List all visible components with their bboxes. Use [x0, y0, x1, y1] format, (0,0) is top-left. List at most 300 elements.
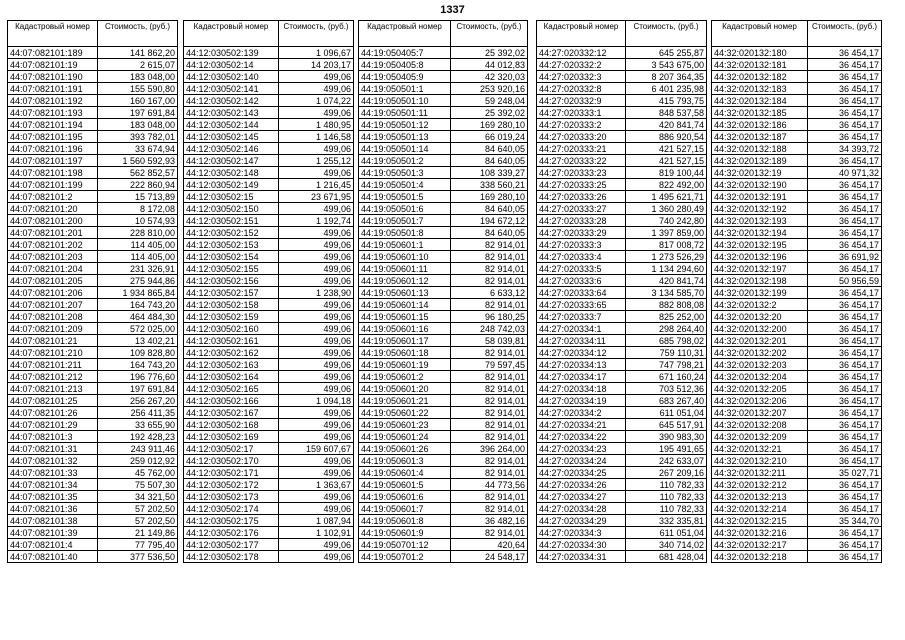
- cost-cell: 825 252,00: [626, 311, 707, 323]
- table-row: [537, 275, 707, 287]
- cadastral-number-cell: 44:19:050701:2: [359, 551, 451, 563]
- table-row: [537, 395, 707, 407]
- table-row: [537, 251, 707, 263]
- cadastral-number-cell: 44:07:082101:2: [8, 191, 98, 203]
- cadastral-number-cell: 44:19:050501:1: [359, 83, 451, 95]
- cadastral-number-cell: 44:32:020132:214: [712, 503, 808, 515]
- cost-cell: 2 615,07: [98, 59, 178, 71]
- table-row: [359, 419, 528, 431]
- table-row: [359, 539, 528, 551]
- cadastral-number-cell: 44:07:082101:199: [8, 179, 98, 191]
- cost-cell: 420 841,74: [626, 275, 707, 287]
- cadastral-number-cell: 44:19:050501:4: [359, 179, 451, 191]
- table-row: [712, 467, 882, 479]
- table-row: [537, 191, 707, 203]
- cost-cell: 1 495 621,71: [626, 191, 707, 203]
- cadastral-number-cell: 44:12:030502:178: [184, 551, 279, 563]
- table-row: [712, 71, 882, 83]
- table-row: [712, 83, 882, 95]
- cadastral-number-cell: 44:19:050601:18: [359, 347, 451, 359]
- cadastral-number-cell: 44:27:020334:28: [537, 503, 626, 515]
- table-row: [8, 419, 178, 431]
- cadastral-number-cell: 44:07:082101:206: [8, 287, 98, 299]
- cost-cell: 82 914,01: [451, 383, 528, 395]
- cadastral-number-cell: 44:12:030502:142: [184, 95, 279, 107]
- table-row: [712, 275, 882, 287]
- cadastral-number-cell: 44:27:020334:11: [537, 335, 626, 347]
- cost-cell: 499,06: [279, 347, 354, 359]
- cost-cell: 159 607,67: [279, 443, 354, 455]
- cost-cell: 36 454,17: [808, 395, 882, 407]
- cost-cell: 25 392,02: [451, 47, 528, 59]
- table-row: [8, 203, 178, 215]
- table-row: [359, 131, 528, 143]
- table-row: [8, 95, 178, 107]
- cadastral-number-cell: 44:07:082101:32: [8, 455, 98, 467]
- cadastral-number-cell: 44:12:030502:150: [184, 203, 279, 215]
- cadastral-number-cell: 44:19:050501:12: [359, 119, 451, 131]
- cost-cell: 499,06: [279, 359, 354, 371]
- cadastral-number-cell: 44:32:020132:197: [712, 263, 808, 275]
- table-row: [537, 119, 707, 131]
- cost-cell: 740 242,80: [626, 215, 707, 227]
- cadastral-number-cell: 44:27:020333:4: [537, 251, 626, 263]
- table-row: [8, 71, 178, 83]
- cost-cell: 3 134 585,70: [626, 287, 707, 299]
- cadastral-number-cell: 44:12:030502:171: [184, 467, 279, 479]
- table-row: [359, 551, 528, 563]
- table-row: [184, 203, 354, 215]
- cost-cell: 499,06: [279, 275, 354, 287]
- cost-cell: 464 484,30: [98, 311, 178, 323]
- cadastral-number-cell: 44:32:020132:190: [712, 179, 808, 191]
- cadastral-number-cell: 44:12:030502:164: [184, 371, 279, 383]
- table-row: [712, 479, 882, 491]
- cadastral-number-cell: 44:12:030502:153: [184, 239, 279, 251]
- cadastral-number-cell: 44:27:020333:7: [537, 311, 626, 323]
- cadastral-number-cell: 44:12:030502:170: [184, 455, 279, 467]
- cost-cell: 499,06: [279, 503, 354, 515]
- cost-cell: 36 454,17: [808, 263, 882, 275]
- table-row: [712, 491, 882, 503]
- cadastral-number-cell: 44:32:020132:184: [712, 95, 808, 107]
- table-body: [8, 47, 178, 563]
- table-row: [8, 515, 178, 527]
- cadastral-number-cell: 44:19:050601:19: [359, 359, 451, 371]
- cost-cell: 36 454,17: [808, 119, 882, 131]
- cadastral-number-cell: 44:19:050601:11: [359, 263, 451, 275]
- cadastral-number-cell: 44:07:082101:36: [8, 503, 98, 515]
- cadastral-number-cell: 44:12:030502:175: [184, 515, 279, 527]
- cadastral-number-cell: 44:32:020132:192: [712, 203, 808, 215]
- cost-cell: 298 264,40: [626, 323, 707, 335]
- cost-cell: 197 691,84: [98, 107, 178, 119]
- table-row: [712, 335, 882, 347]
- cadastral-number-cell: 44:12:030502:143: [184, 107, 279, 119]
- table-row: [359, 359, 528, 371]
- cadastral-number-cell: 44:19:050601:1: [359, 239, 451, 251]
- cadastral-number-cell: 44:12:030502:140: [184, 71, 279, 83]
- cadastral-number-cell: 44:12:030502:151: [184, 215, 279, 227]
- cadastral-number-cell: 44:12:030502:147: [184, 155, 279, 167]
- table-row: [537, 551, 707, 563]
- cadastral-number-cell: 44:07:082101:192: [8, 95, 98, 107]
- table-row: [359, 275, 528, 287]
- cost-cell: 25 392,02: [451, 107, 528, 119]
- table-row: [537, 71, 707, 83]
- cadastral-number-cell: 44:19:050405:9: [359, 71, 451, 83]
- table-row: [712, 455, 882, 467]
- cost-cell: 499,06: [279, 227, 354, 239]
- cost-cell: 393 782,01: [98, 131, 178, 143]
- table-body: [537, 47, 707, 563]
- table-row: [537, 527, 707, 539]
- cost-cell: 35 344,70: [808, 515, 882, 527]
- cadastral-number-cell: 44:32:020132:216: [712, 527, 808, 539]
- header-cost: Стоимость, (руб.): [626, 21, 707, 47]
- table-row: [359, 155, 528, 167]
- cost-cell: 36 454,17: [808, 503, 882, 515]
- cadastral-number-cell: 44:32:020132:181: [712, 59, 808, 71]
- cadastral-number-cell: 44:19:050501:14: [359, 143, 451, 155]
- cost-cell: 66 019,24: [451, 131, 528, 143]
- cost-cell: 340 714,02: [626, 539, 707, 551]
- cadastral-number-cell: 44:12:030502:174: [184, 503, 279, 515]
- cost-cell: 36 454,17: [808, 323, 882, 335]
- table-row: [184, 335, 354, 347]
- table-row: [359, 527, 528, 539]
- page-number: 1337: [440, 4, 465, 16]
- cadastral-number-cell: 44:19:050501:13: [359, 131, 451, 143]
- cost-cell: 36 454,17: [808, 107, 882, 119]
- cost-cell: 21 149,86: [98, 527, 178, 539]
- cost-cell: 23 671,95: [279, 191, 354, 203]
- cost-cell: 36 454,17: [808, 479, 882, 491]
- cadastral-number-cell: 44:07:082101:193: [8, 107, 98, 119]
- cost-cell: 6 401 235,98: [626, 83, 707, 95]
- cadastral-number-cell: 44:12:030502:15: [184, 191, 279, 203]
- cadastral-number-cell: 44:07:082101:31: [8, 443, 98, 455]
- header-cadastral-number: Кадастровый номер: [537, 21, 626, 47]
- cadastral-number-cell: 44:07:082101:190: [8, 71, 98, 83]
- cadastral-number-cell: 44:19:050405:7: [359, 47, 451, 59]
- table-row: [184, 95, 354, 107]
- cost-cell: 248 742,03: [451, 323, 528, 335]
- table-row: [359, 143, 528, 155]
- table-row: [537, 131, 707, 143]
- cost-cell: 57 202,50: [98, 515, 178, 527]
- cadastral-number-cell: 44:07:082101:38: [8, 515, 98, 527]
- table-row: [712, 227, 882, 239]
- table-row: [184, 395, 354, 407]
- table-row: [184, 71, 354, 83]
- cost-cell: 420,64: [451, 539, 528, 551]
- cost-cell: 36 454,17: [808, 443, 882, 455]
- cadastral-number-cell: 44:12:030502:162: [184, 347, 279, 359]
- table-row: [537, 491, 707, 503]
- table-row: [537, 107, 707, 119]
- cost-cell: 499,06: [279, 419, 354, 431]
- cost-cell: 36 454,17: [808, 335, 882, 347]
- cadastral-number-cell: 44:07:082101:196: [8, 143, 98, 155]
- table-row: [712, 419, 882, 431]
- table-row: [8, 287, 178, 299]
- cost-cell: 848 537,58: [626, 107, 707, 119]
- cadastral-number-cell: 44:27:020334:12: [537, 347, 626, 359]
- cost-cell: 36 454,17: [808, 179, 882, 191]
- table-row: [712, 203, 882, 215]
- table-row: [8, 131, 178, 143]
- cadastral-number-cell: 44:19:050501:3: [359, 167, 451, 179]
- cadastral-number-cell: 44:32:020132:207: [712, 407, 808, 419]
- cost-cell: 36 454,17: [808, 287, 882, 299]
- table-row: [537, 371, 707, 383]
- cost-cell: 195 491,65: [626, 443, 707, 455]
- cost-cell: 332 335,81: [626, 515, 707, 527]
- table-row: [359, 479, 528, 491]
- cost-cell: 24 548,17: [451, 551, 528, 563]
- cost-cell: 36 454,17: [808, 527, 882, 539]
- cadastral-number-cell: 44:12:030502:158: [184, 299, 279, 311]
- cost-cell: 222 860,94: [98, 179, 178, 191]
- table-row: [8, 83, 178, 95]
- table-row: [712, 539, 882, 551]
- table-row: [184, 479, 354, 491]
- cost-cell: 8 172,08: [98, 203, 178, 215]
- cadastral-number-cell: 44:27:020333:65: [537, 299, 626, 311]
- table-row: [712, 191, 882, 203]
- table-row: [184, 467, 354, 479]
- header-cadastral-number: Кадастровый номер: [359, 21, 451, 47]
- cost-cell: 499,06: [279, 239, 354, 251]
- table-row: [184, 359, 354, 371]
- cost-cell: 34 393,72: [808, 143, 882, 155]
- cost-cell: 499,06: [279, 83, 354, 95]
- cadastral-number-cell: 44:12:030502:160: [184, 323, 279, 335]
- cadastral-number-cell: 44:07:082101:203: [8, 251, 98, 263]
- table-row: [712, 347, 882, 359]
- cadastral-number-cell: 44:12:030502:167: [184, 407, 279, 419]
- table-row: [184, 179, 354, 191]
- cost-cell: 420 841,74: [626, 119, 707, 131]
- table-body: [184, 47, 354, 563]
- cost-cell: 499,06: [279, 539, 354, 551]
- cadastral-number-cell: 44:12:030502:161: [184, 335, 279, 347]
- table-row: [537, 167, 707, 179]
- cost-cell: 194 672,12: [451, 215, 528, 227]
- cadastral-number-cell: 44:07:082101:40: [8, 551, 98, 563]
- cadastral-number-cell: 44:07:082101:211: [8, 359, 98, 371]
- cadastral-number-cell: 44:27:020333:27: [537, 203, 626, 215]
- cost-cell: 6 633,12: [451, 287, 528, 299]
- table-row: [712, 311, 882, 323]
- table-body: [712, 47, 882, 563]
- table-row: [537, 143, 707, 155]
- cost-cell: 242 633,07: [626, 455, 707, 467]
- cost-cell: 82 914,01: [451, 371, 528, 383]
- cost-cell: 1 087,94: [279, 515, 354, 527]
- cadastral-number-cell: 44:27:020334:29: [537, 515, 626, 527]
- table-row: [712, 179, 882, 191]
- table-row: [184, 59, 354, 71]
- cadastral-number-cell: 44:27:020334:24: [537, 455, 626, 467]
- cost-cell: 759 110,31: [626, 347, 707, 359]
- cost-cell: 1 094,18: [279, 395, 354, 407]
- table-row: [184, 263, 354, 275]
- table-row: [712, 503, 882, 515]
- cadastral-number-cell: 44:12:030502:159: [184, 311, 279, 323]
- cost-cell: 36 454,17: [808, 551, 882, 563]
- cost-cell: 747 798,21: [626, 359, 707, 371]
- cost-cell: 197 691,84: [98, 383, 178, 395]
- cost-cell: 36 454,17: [808, 203, 882, 215]
- table-row: [8, 251, 178, 263]
- table-row: [537, 47, 707, 59]
- cost-cell: 82 914,01: [451, 299, 528, 311]
- cost-cell: 36 454,17: [808, 359, 882, 371]
- table-row: [184, 407, 354, 419]
- table-row: [8, 335, 178, 347]
- table-row: [359, 47, 528, 59]
- cadastral-number-cell: 44:12:030502:17: [184, 443, 279, 455]
- cadastral-number-cell: 44:27:020334:26: [537, 479, 626, 491]
- table-row: [184, 431, 354, 443]
- cadastral-number-cell: 44:07:082101:210: [8, 347, 98, 359]
- table-row: [359, 167, 528, 179]
- table-row: [359, 443, 528, 455]
- cost-cell: 499,06: [279, 311, 354, 323]
- table-row: [537, 299, 707, 311]
- cost-cell: 82 914,01: [451, 527, 528, 539]
- cadastral-number-cell: 44:12:030502:157: [184, 287, 279, 299]
- cost-cell: 82 914,01: [451, 467, 528, 479]
- cost-cell: 415 793,75: [626, 95, 707, 107]
- cadastral-number-cell: 44:32:020132:206: [712, 395, 808, 407]
- table-row: [537, 407, 707, 419]
- cadastral-number-cell: 44:27:020333:3: [537, 239, 626, 251]
- table-row: [537, 419, 707, 431]
- cost-cell: 243 911,46: [98, 443, 178, 455]
- table-row: [712, 395, 882, 407]
- table-row: [8, 191, 178, 203]
- cost-cell: 82 914,01: [451, 431, 528, 443]
- cost-cell: 82 914,01: [451, 503, 528, 515]
- cost-cell: 671 160,24: [626, 371, 707, 383]
- cost-cell: 35 027,71: [808, 467, 882, 479]
- cadastral-number-cell: 44:12:030502:173: [184, 491, 279, 503]
- cadastral-number-cell: 44:32:020132:210: [712, 455, 808, 467]
- cadastral-number-cell: 44:12:030502:14: [184, 59, 279, 71]
- cadastral-number-cell: 44:19:050501:5: [359, 191, 451, 203]
- table-row: [359, 395, 528, 407]
- cost-cell: 13 402,21: [98, 335, 178, 347]
- cadastral-number-cell: 44:32:020132:209: [712, 431, 808, 443]
- table-row: [537, 455, 707, 467]
- table-row: [184, 347, 354, 359]
- cost-cell: 36 454,17: [808, 539, 882, 551]
- cost-cell: 231 326,91: [98, 263, 178, 275]
- cadastral-number-cell: 44:19:050601:23: [359, 419, 451, 431]
- cost-cell: 499,06: [279, 107, 354, 119]
- cost-cell: 82 914,01: [451, 455, 528, 467]
- cost-cell: 1 238,90: [279, 287, 354, 299]
- cost-cell: 36 454,17: [808, 227, 882, 239]
- cost-cell: 40 971,32: [808, 167, 882, 179]
- cost-cell: 396 264,00: [451, 443, 528, 455]
- cost-cell: 36 454,17: [808, 131, 882, 143]
- cost-cell: 1 360 280,49: [626, 203, 707, 215]
- table-row: [712, 359, 882, 371]
- table-row: [8, 383, 178, 395]
- cost-cell: 3 543 675,00: [626, 59, 707, 71]
- cadastral-number-cell: 44:12:030502:145: [184, 131, 279, 143]
- cadastral-number-cell: 44:27:020332:12: [537, 47, 626, 59]
- table-row: [712, 215, 882, 227]
- cost-cell: 36 454,17: [808, 455, 882, 467]
- cost-cell: 882 808,08: [626, 299, 707, 311]
- table-row: [537, 227, 707, 239]
- cadastral-number-cell: 44:32:020132:2: [712, 299, 808, 311]
- table-row: [712, 383, 882, 395]
- cadastral-number-cell: 44:32:020132:211: [712, 467, 808, 479]
- table-row: [359, 491, 528, 503]
- cost-cell: 562 852,57: [98, 167, 178, 179]
- cost-cell: 1 216,45: [279, 179, 354, 191]
- table-row: [537, 239, 707, 251]
- table-row: [8, 323, 178, 335]
- table-row: [184, 323, 354, 335]
- cadastral-number-cell: 44:07:082101:4: [8, 539, 98, 551]
- cadastral-number-cell: 44:32:020132:208: [712, 419, 808, 431]
- cost-cell: 499,06: [279, 455, 354, 467]
- cadastral-number-cell: 44:32:020132:217: [712, 539, 808, 551]
- cadastral-number-cell: 44:27:020332:3: [537, 71, 626, 83]
- table-row: [712, 107, 882, 119]
- cost-cell: 84 640,05: [451, 155, 528, 167]
- cost-cell: 36 454,17: [808, 47, 882, 59]
- table-row: [359, 263, 528, 275]
- table-row: [359, 407, 528, 419]
- table-row: [8, 467, 178, 479]
- cost-cell: 164 743,20: [98, 359, 178, 371]
- cost-cell: 228 810,00: [98, 227, 178, 239]
- cost-cell: 499,06: [279, 383, 354, 395]
- table-row: [8, 167, 178, 179]
- cadastral-number-cell: 44:19:050601:8: [359, 515, 451, 527]
- table-row: [712, 287, 882, 299]
- cost-cell: 183 048,00: [98, 71, 178, 83]
- cadastral-number-cell: 44:32:020132:186: [712, 119, 808, 131]
- cadastral-number-cell: 44:07:082101:194: [8, 119, 98, 131]
- cost-cell: 36 454,17: [808, 311, 882, 323]
- table-row: [359, 83, 528, 95]
- cost-cell: 36 691,92: [808, 251, 882, 263]
- cost-cell: 82 914,01: [451, 263, 528, 275]
- table-row: [537, 203, 707, 215]
- table-row: [712, 251, 882, 263]
- cadastral-number-cell: 44:27:020334:3: [537, 527, 626, 539]
- cost-cell: 59 248,04: [451, 95, 528, 107]
- table-row: [184, 167, 354, 179]
- cadastral-number-cell: 44:27:020333:22: [537, 155, 626, 167]
- table-row: [359, 371, 528, 383]
- cadastral-number-cell: 44:19:050601:26: [359, 443, 451, 455]
- cost-cell: 84 640,05: [451, 203, 528, 215]
- table-row: [8, 311, 178, 323]
- cost-cell: 1 134 294,60: [626, 263, 707, 275]
- cost-cell: 645 517,91: [626, 419, 707, 431]
- table-row: [712, 515, 882, 527]
